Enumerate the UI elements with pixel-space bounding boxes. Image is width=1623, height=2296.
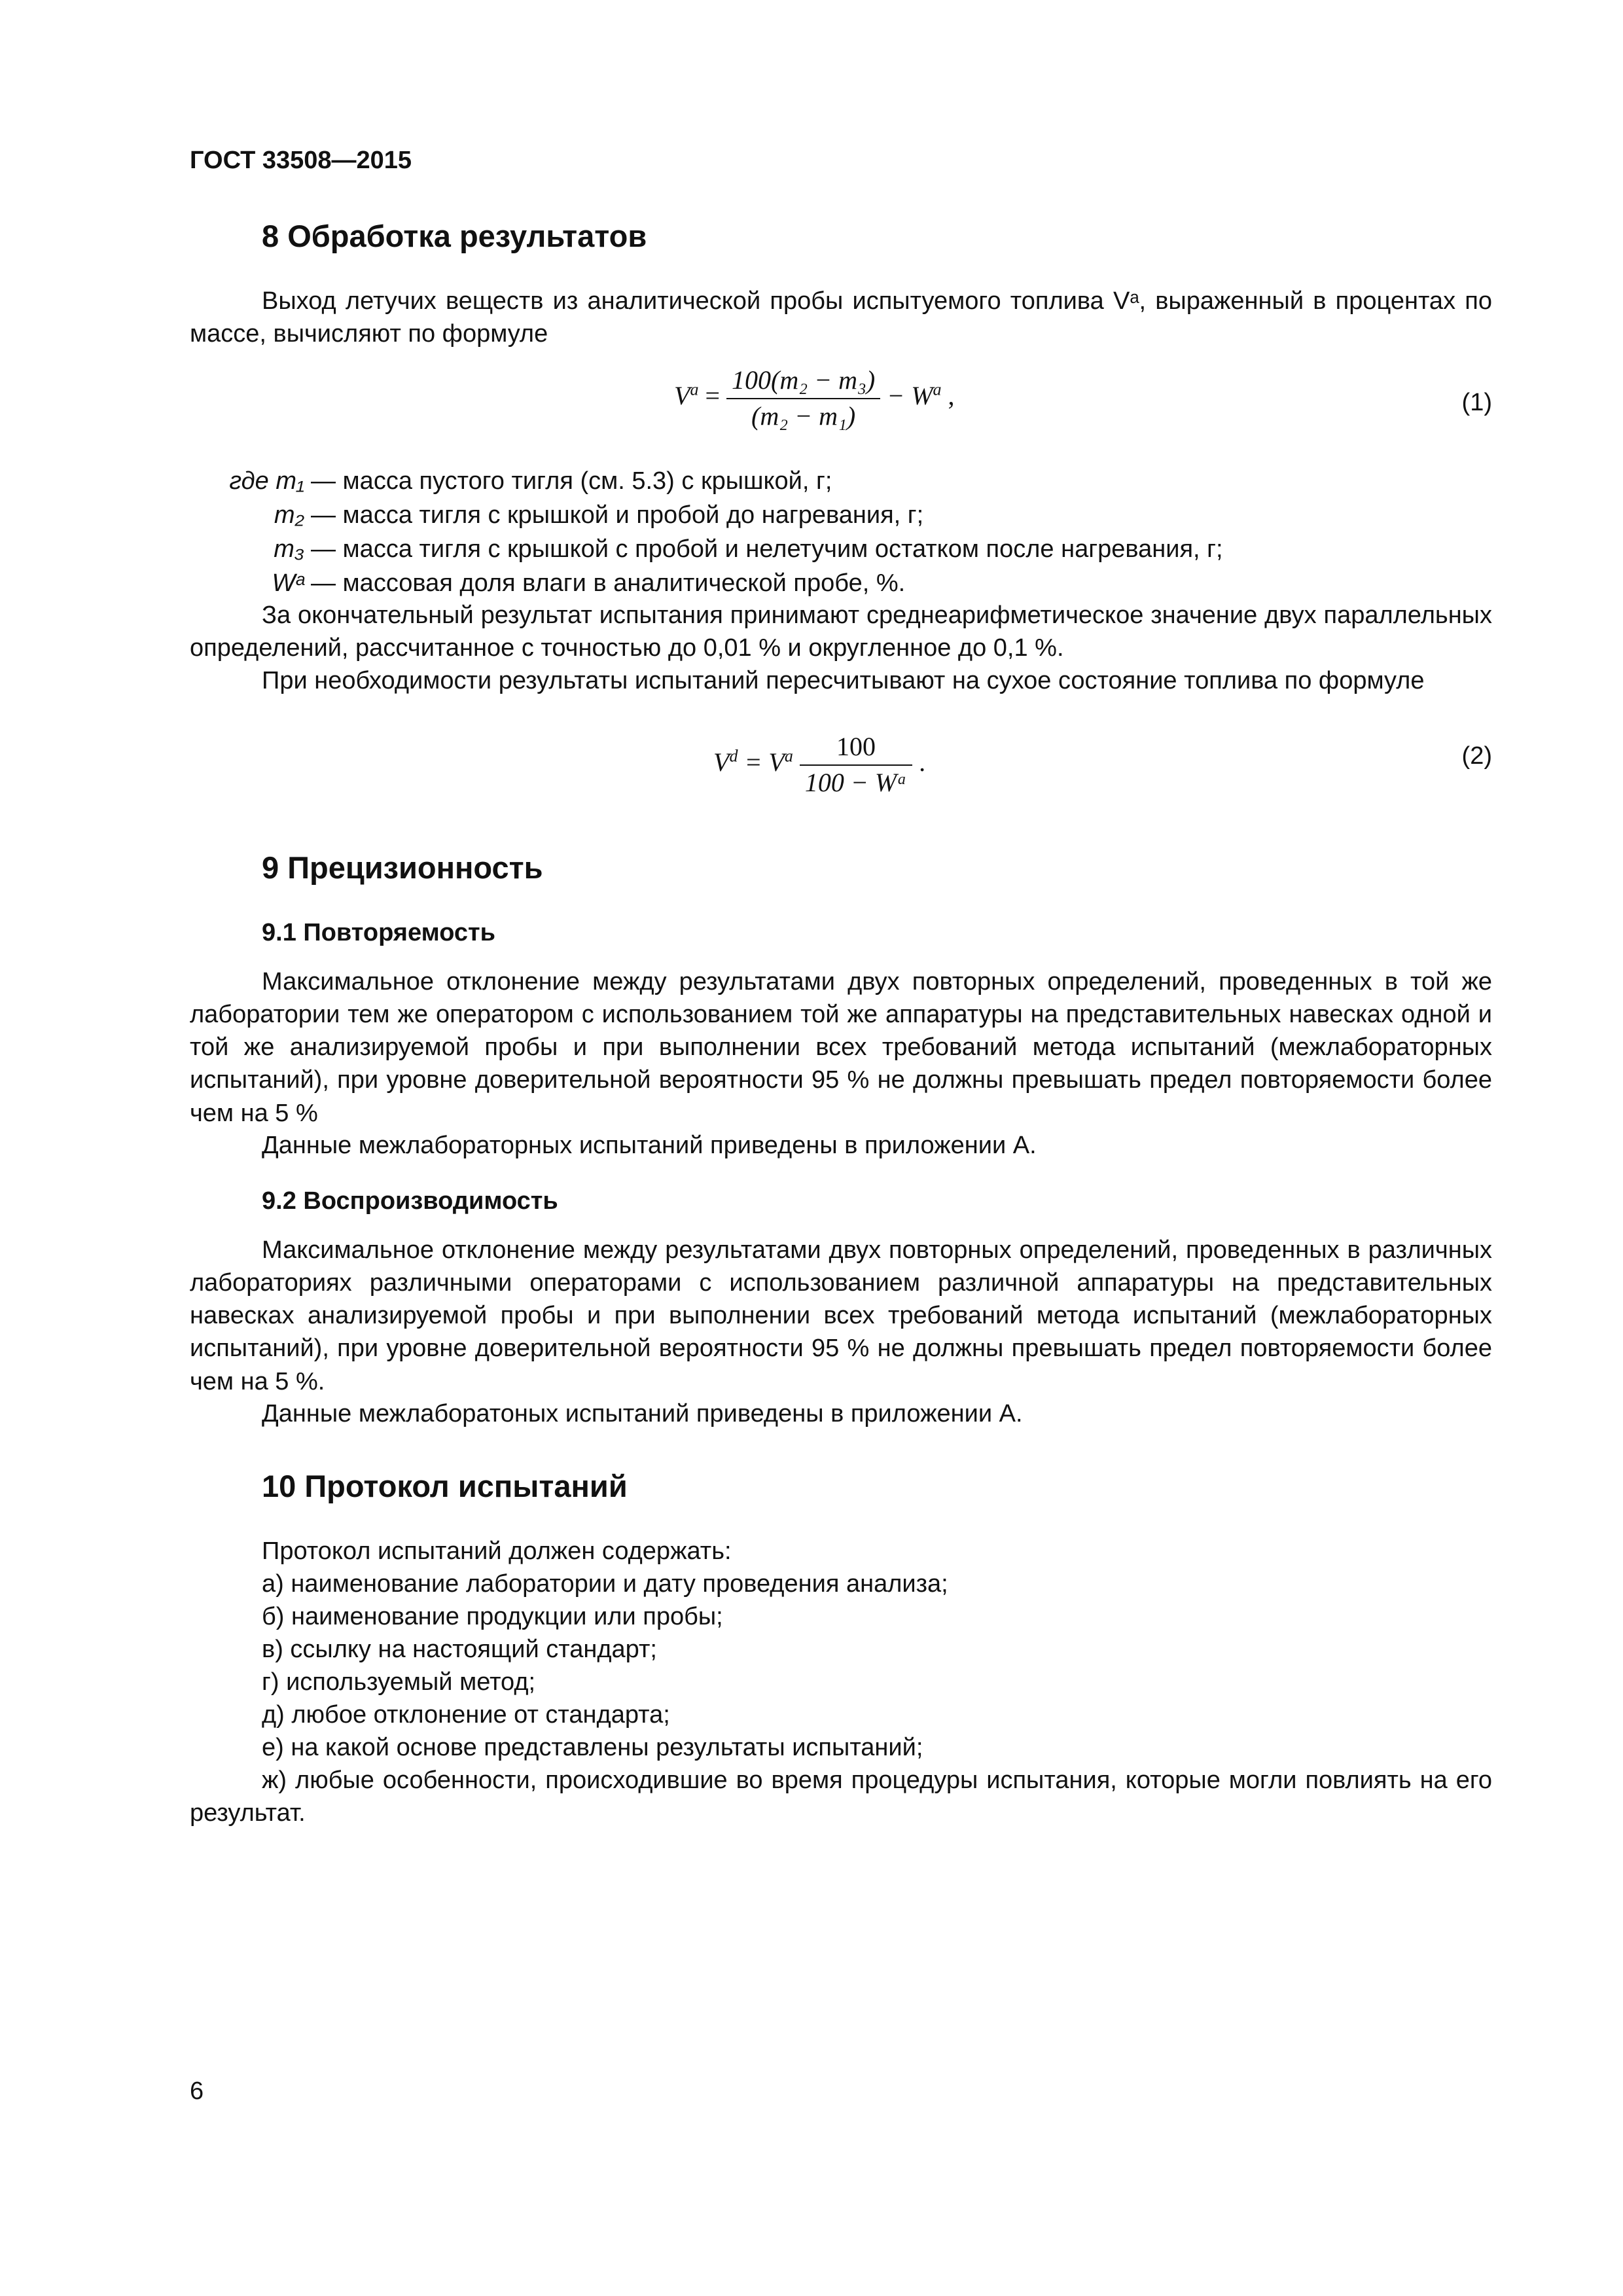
protocol-item: д) любое отклонение от стандарта; [262,1701,670,1729]
section-10-intro: Протокол испытаний должен содержать: [262,1537,732,1565]
formula-2-eq: = V [744,747,785,777]
where-list [190,465,1499,609]
formula-1-numerator: 100(m₂ − m₃) [726,363,880,399]
where-row-m1 [190,465,832,497]
where-text: — масса тигля с крышкой с пробой и нелетучим остатком после нагревания, г; [311,535,1223,563]
formula-1-lhs: V [674,380,690,410]
formula-1-tail: , [948,380,955,410]
protocol-item: а) наименование лаборатории и дату проведения анализа; [262,1570,948,1598]
formula-1-eq: = [705,380,720,410]
formula-1-lhs-sup: a [690,380,699,399]
formula-2-tail: . [919,747,926,777]
formula-2-numerator: 100 [800,730,912,766]
formula-2-denominator: 100 − Wᵃ [804,767,908,797]
section-9-2-title: 9.2 Воспроизводимость [262,1187,558,1215]
formula-1-fraction [726,363,880,434]
where-symbol: m₂ [274,501,304,529]
section-9-1-title: 9.1 Повторяемость [262,919,496,946]
formula-1-minus-w: − W [887,380,933,410]
formula-2-lhs: V [713,747,730,777]
page-number: 6 [190,2077,204,2105]
section-8-recalc: При необходимости результаты испытаний пересчитывают на сухое состояние топлива по формуле [262,667,1425,694]
where-text: — масса тигля с крышкой и пробой до нагревания, г; [311,501,924,529]
where-row-m3 [190,533,1223,565]
formula-2 [713,730,925,800]
section-10-title: 10 Протокол испытаний [262,1469,628,1503]
section-9-1-paragraph: Максимальное отклонение между результатами двух повторных определений, проведенных в той же лаборатории тем же оператором с использованием той же аппаратуры на представительных навесках одной и той же анализируемой пробы и при выполнении всех требований метода испытаний (межлабораторных испытаний), при уровне доверительной вероятности 95 % не должны превышать предел повторяемости более чем на 5 % [190,968,1492,1127]
section-8-title: 8 Обработка результатов [262,219,647,253]
where-row-m2 [190,499,923,531]
protocol-item: ж) любые особенности, происходившие во время процедуры испытания, которые могли повлиять на его результат. [190,1767,1492,1827]
section-9-2-note: Данные межлаборатоных испытаний приведены в приложении А. [262,1400,1023,1427]
formula-2-fraction [800,730,912,800]
section-8-intro: Выход летучих веществ из аналитической пробы испытуемого топлива Vᵃ, выраженный в процентах по массе, вычисляют по формуле [190,287,1492,348]
formula-2-lhs-sup: d [729,746,738,766]
protocol-item: б) наименование продукции или пробы; [262,1603,723,1630]
formula-2-eq-sup: a [784,746,793,766]
where-symbol: Wᵃ [272,569,304,597]
section-8-final: За окончательный результат испытания принимают среднеарифметическое значение двух параллельных определений, рассчитанное с точностью до 0,01 % и округленное до 0,1 %. [190,601,1492,662]
protocol-item: г) используемый метод; [262,1668,536,1696]
where-text: — масса пустого тигля (см. 5.3) с крышкой, г; [311,467,832,495]
formula-1 [674,363,955,434]
formula-2-number: (2) [1461,742,1492,770]
where-text: — массовая доля влаги в аналитической пробе, %. [311,569,906,597]
where-symbol: m₃ [274,535,304,563]
section-9-2-paragraph: Максимальное отклонение между результатами двух повторных определений, проведенных в различных лабораториях различными операторами с использованием различной аппаратуры на представительных навесках анализируемой пробы и при выполнении всех требований метода испытаний (межлабораторных испытаний), при уровне доверительной вероятности 95 % не должны превышать предел повторяемости более чем на 5 %. [190,1236,1492,1395]
where-symbol: где m₁ [229,467,304,495]
document-header: ГОСТ 33508—2015 [190,147,412,174]
formula-1-w-sup: a [933,380,942,399]
section-9-title: 9 Прецизионность [262,850,543,885]
where-row-wa [190,567,905,600]
formula-1-number: (1) [1461,389,1492,416]
protocol-item: в) ссылку на настоящий стандарт; [262,1636,657,1663]
protocol-item: е) на какой основе представлены результаты испытаний; [262,1734,923,1761]
formula-1-denominator: (m₂ − m₁) [751,401,856,431]
section-9-1-note: Данные межлабораторных испытаний приведены в приложении А. [262,1132,1037,1159]
